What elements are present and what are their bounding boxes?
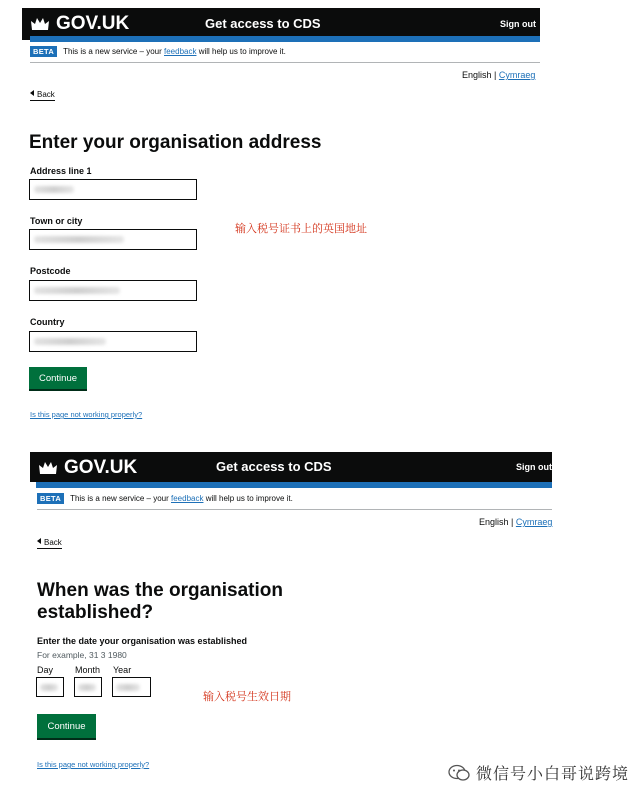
feedback-link[interactable]: feedback: [164, 47, 197, 56]
language-toggle: [462, 70, 535, 80]
back-arrow-icon: [30, 90, 34, 96]
back-link[interactable]: [30, 90, 55, 101]
redacted-value: [34, 186, 74, 193]
continue-button[interactable]: Continue: [37, 714, 96, 738]
address-line-1-label: Address line 1: [30, 166, 92, 176]
lang-english: English: [479, 517, 509, 527]
crown-icon: [30, 16, 50, 32]
redacted-value: [116, 684, 140, 691]
country-label: Country: [30, 317, 65, 327]
beta-text-before: This is a new service – your: [63, 47, 162, 56]
beta-text: [63, 47, 286, 56]
language-toggle: [479, 517, 552, 527]
logo-text: GOV.UK: [64, 457, 138, 478]
govuk-logo[interactable]: [38, 457, 137, 479]
sign-out-link[interactable]: Sign out: [500, 19, 536, 29]
year-label: Year: [113, 665, 132, 675]
page-title-line-2: established?: [37, 602, 154, 623]
redacted-value: [34, 338, 106, 345]
govuk-header: [30, 452, 552, 482]
town-label: Town or city: [30, 216, 83, 226]
annotation-note: 输入税号生效日期: [203, 691, 291, 703]
wechat-icon: [448, 764, 470, 782]
postcode-label: Postcode: [30, 266, 71, 276]
feedback-link[interactable]: feedback: [171, 494, 204, 503]
watermark-text: 微信号小白哥说跨境: [476, 766, 630, 783]
month-label: Month: [75, 665, 101, 675]
phase-banner: [30, 46, 286, 57]
back-link[interactable]: [37, 538, 62, 549]
back-link-text: Back: [44, 538, 62, 547]
beta-text-before: This is a new service – your: [70, 494, 169, 503]
day-label: Day: [37, 665, 54, 675]
service-name[interactable]: Get access to CDS: [205, 16, 321, 31]
date-hint: For example, 31 3 1980: [37, 650, 127, 660]
logo-text: GOV.UK: [56, 13, 130, 34]
crown-icon: [38, 460, 58, 476]
page-title: [37, 580, 283, 624]
sign-out-link[interactable]: Sign out: [516, 462, 552, 472]
report-problem-link[interactable]: Is this page not working properly?: [37, 760, 150, 769]
beta-tag: BETA: [37, 493, 64, 504]
header-blue-bar: [30, 36, 540, 42]
beta-tag: BETA: [30, 46, 57, 57]
lang-separator: |: [511, 517, 514, 527]
redacted-value: [40, 684, 58, 691]
redacted-value: [78, 684, 96, 691]
month-input[interactable]: [74, 677, 102, 697]
country-input[interactable]: [29, 331, 197, 352]
wechat-watermark: [448, 761, 629, 784]
back-arrow-icon: [37, 538, 41, 544]
service-name[interactable]: Get access to CDS: [216, 459, 332, 474]
lang-welsh-link[interactable]: Cymraeg: [498, 70, 536, 80]
phase-divider: [30, 62, 540, 63]
year-input[interactable]: [112, 677, 151, 697]
govuk-logo[interactable]: [30, 13, 129, 35]
beta-text-after: will help us to improve it.: [198, 47, 286, 56]
continue-button[interactable]: Continue: [29, 367, 87, 389]
address-line-1-input[interactable]: [29, 179, 197, 200]
town-input[interactable]: [29, 229, 197, 250]
lang-separator: |: [494, 70, 497, 80]
header-blue-bar: [36, 482, 552, 488]
annotation-note: 输入税号证书上的英国地址: [235, 223, 367, 235]
date-legend: Enter the date your organisation was established: [37, 636, 248, 646]
page-title-line-1: When was the organisation: [37, 580, 283, 601]
page-title: Enter your organisation address: [29, 132, 322, 153]
postcode-input[interactable]: [29, 280, 197, 301]
report-problem-link[interactable]: Is this page not working properly?: [30, 410, 143, 419]
day-input[interactable]: [36, 677, 64, 697]
phase-divider: [37, 509, 552, 510]
beta-text: [70, 494, 293, 503]
phase-banner: [37, 493, 293, 504]
redacted-value: [34, 236, 124, 243]
lang-welsh-link[interactable]: Cymraeg: [515, 517, 553, 527]
lang-english: English: [462, 70, 492, 80]
redacted-value: [34, 287, 120, 294]
beta-text-after: will help us to improve it.: [205, 494, 293, 503]
back-link-text: Back: [37, 90, 55, 99]
